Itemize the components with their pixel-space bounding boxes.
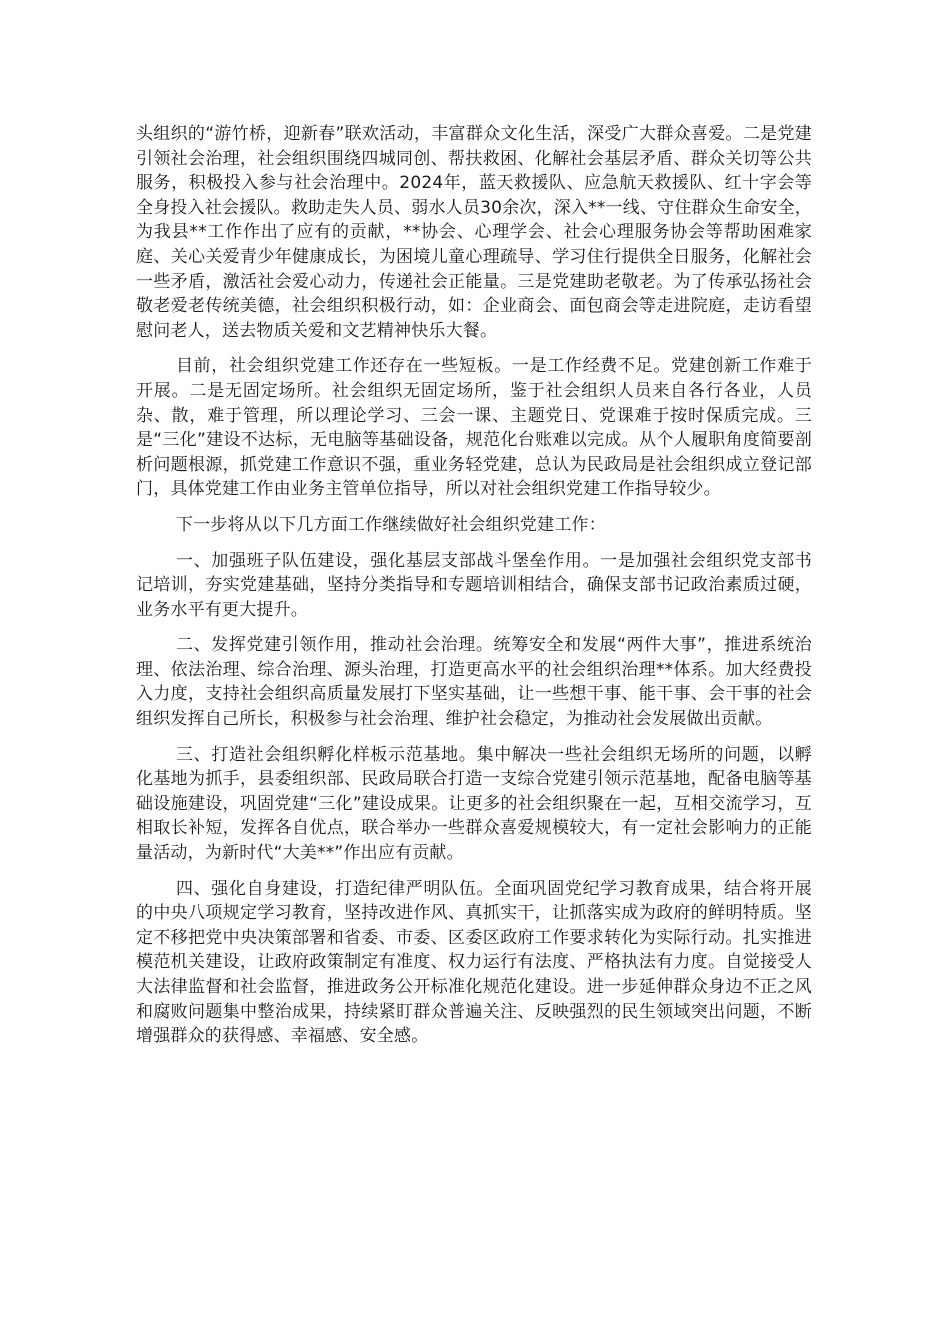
paragraph-measure-1: 一、加强班子队伍建设，强化基层支部战斗堡垒作用。一是加强社会组织党支部书记培训，夯实党建基础，坚持分类指导和专题培训相结合，确保支部书记政治素质过硬，业务水平有更大提升。 xyxy=(136,550,812,620)
paragraph-measure-4: 四、强化自身建设，打造纪律严明队伍。全面巩固党纪学习教育成果，结合将开展的中央八项规定学习教育，坚持改进作风、真抓实干，让抓落实成为政府的鲜明特质。坚定不移把党中央决策部署和省委、市委、区委区政府工作要求转化为实际行动。扎实推进模范机关建设，让政府政策制定有准度、权力运行有法度、严格执法有力度。自觉接受人大法律监督和社会监督，推进政务公开标准化规范化建设。进一步延伸群众身边不正之风和腐败问题集中整治成果，持续紧盯群众普遍关注、反映强烈的民生领域突出问题，不断增强群众的获得感、幸福感、安全感。 xyxy=(136,878,812,1047)
paragraph-shortcomings: 目前，社会组织党建工作还存在一些短板。一是工作经费不足。党建创新工作难于开展。二是无固定场所。社会组织无固定场所，鉴于社会组织人员来自各行各业，人员杂、散，难于管理，所以理论学习、三会一课、主题党日、党课难于按时保质完成。三是“三化”建设不达标，无电脑等基础设备，规范化台账难以完成。从个人履职角度简要剖析问题根源，抓党建工作意识不强，重业务轻党建，总认为民政局是社会组织成立登记部门，具体党建工作由业务主管单位指导，所以对社会组织党建工作指导较少。 xyxy=(136,356,812,500)
paragraph-measure-3: 三、打造社会组织孵化样板示范基地。集中解决一些社会组织无场所的问题，以孵化基地为抓手，县委组织部、民政局联合打造一支综合党建引领示范基地，配备电脑等基础设施建设，巩固党建“三化”建设成果。让更多的社会组织聚在一起，互相交流学习，互相取长补短，发挥各自优点，联合举办一些群众喜爱规模较大，有一定社会影响力的正能量活动，为新时代“大美**”作出应有贡献。 xyxy=(136,744,812,864)
paragraph-measure-2: 二、发挥党建引领作用，推动社会治理。统筹安全和发展“两件大事”，推进系统治理、依法治理、综合治理、源头治理，打造更高水平的社会组织治理**体系。加大经费投入力度，支持社会组织高质量发展打下坚实基础，让一些想干事、能干事、会干事的社会组织发挥自己所长，积极参与社会治理、维护社会稳定，为推动社会发展做出贡献。 xyxy=(136,635,812,730)
document-page xyxy=(136,122,812,1060)
paragraph-continuation: 头组织的“游竹桥，迎新春”联欢活动，丰富群众文化生活，深受广大群众喜爱。二是党建引领社会治理，社会组织围绕四城同创、帮扶救困、化解社会基层矛盾、群众关切等公共服务，积极投入参与社会治理中。2024年，蓝天救援队、应急航天救援队、红十字会等全身投入社会援队。救助走失人员、弱水人员30余次，深入**一线、守住群众生命安全，为我县**工作作出了应有的贡献，**协会、心理学会、社会心理服务协会等帮助困难家庭、关心关爱青少年健康成长，为困境儿童心理疏导、学习住行提供全日服务，化解社会一些矛盾，激活社会爱心动力，传递社会正能量。三是党建助老敬老。为了传承弘扬社会敬老爱老传统美德，社会组织积极行动，如：企业商会、面包商会等走进院庭，走访看望慰问老人，送去物质关爱和文艺精神快乐大餐。 xyxy=(136,124,812,341)
paragraph-next-steps-intro: 下一步将从以下几方面工作继续做好社会组织党建工作： xyxy=(175,514,606,535)
